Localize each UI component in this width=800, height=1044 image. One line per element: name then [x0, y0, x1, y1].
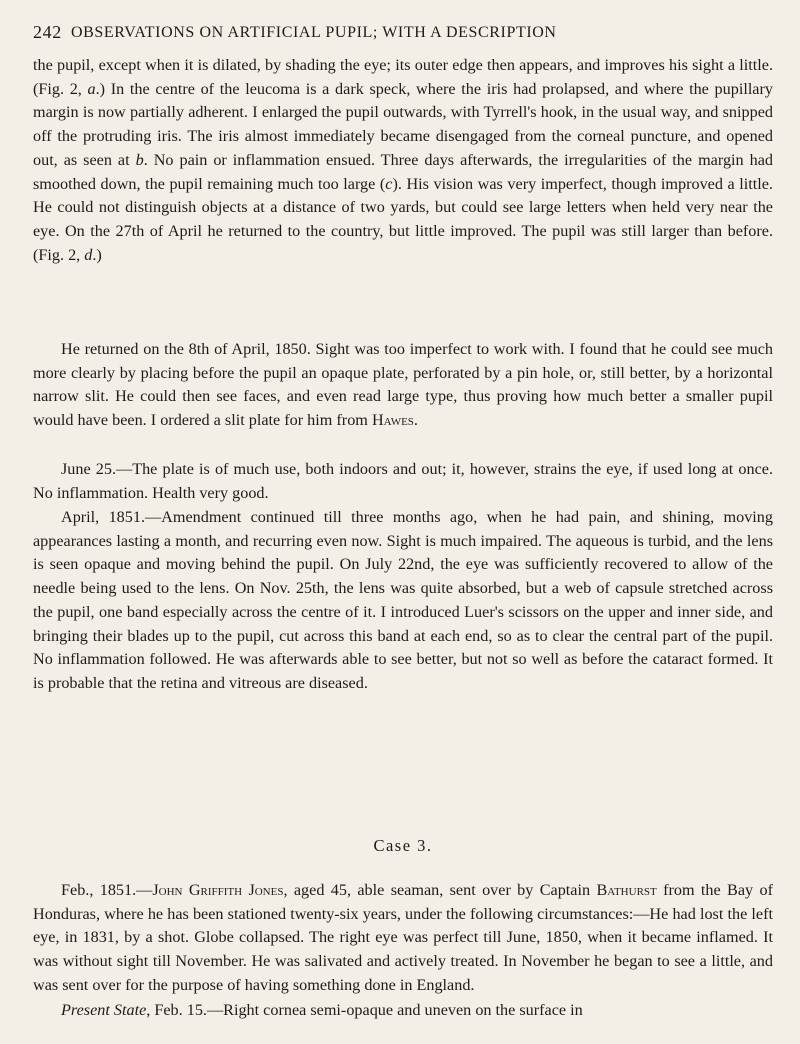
- paragraph-text: the pupil, except when it is dilated, by shading the eye; its outer edge then appears, and improves his sight a little. (Fig. 2,: [33, 56, 773, 98]
- smallcaps-text: John Griffith Jones: [152, 881, 284, 899]
- paragraph: [33, 879, 773, 998]
- italic-text: a: [87, 79, 96, 98]
- paragraph-text: .) In the centre of the leucoma is a dark speck, where the iris had prolapsed, and where the pupillary margin is now partially adherent. I enlarged the pupil outwards, with Tyrrell's hook, in the usual way, and snipped off the protruding iris. The iris almost immediately became disengaged from the corneal puncture, and opened out, as seen at: [33, 79, 773, 169]
- paragraph-text: .): [92, 245, 102, 264]
- page-number: 242: [33, 22, 62, 42]
- smallcaps-text: Bathurst: [596, 881, 657, 899]
- italic-text: Present State: [61, 1001, 147, 1019]
- paragraph-text: Feb., 1851.—: [61, 881, 153, 899]
- paragraph-text: He returned on the 8th of April, 1850. Sight was too imperfect to work with. I found that he could see much more clearly by placing before the pupil an opaque plate, perforated by a pin hole, or, still better, by a horizontal narrow slit. He could then see faces, and even read large type, thus proving how much better a smaller pupil would have been. I ordered a slit plate for him from: [33, 340, 773, 430]
- paragraph: [33, 54, 773, 267]
- paragraph-text: .: [413, 411, 418, 430]
- paragraph-text: from the Bay of Honduras, where he has been stationed twenty-six years, under the following circumstances:—He had lost the left eye, in 1831, by a shot. Globe collapsed. The right eye was perfect till June, 1850, when it became inflamed. It was without sight till November. He was salivated and actively treated. In November he began to see a little, and was sent over for the purpose of having something done in England.: [33, 881, 773, 994]
- paragraph-text: , Feb. 15.—Right cornea semi-opaque and uneven on the surface in: [146, 1001, 583, 1019]
- italic-text: d: [84, 245, 93, 264]
- paragraph-text: , aged 45, able seaman, sent over by Captain: [283, 881, 597, 899]
- paragraph-text: June 25.—The plate is of much use, both indoors and out; it, however, strains the eye, if used long at once. No inflammation. Health very good.: [33, 460, 773, 502]
- paragraph-text: April, 1851.—Amendment continued till three months ago, when he had pain, and shining, moving appearances lasting a month, and recurring even now. Sight is much impaired. The aqueous is turbid, and the lens is seen opaque and moving behind the pupil. On July 22nd, the eye was sufficiently recovered to allow of the needle being used to the lens. On Nov. 25th, the lens was quite absorbed, but a web of capsule stretched across the pupil, one band especially across the centre of it. I introduced Luer's scissors on the upper and inner side, and bringing their blades up to the pupil, cut across this band at each end, so as to clear the central part of the pupil. No inflammation followed. He was afterwards able to see better, but not so well as before the cataract formed. It is probable that the retina and vitreous are diseased.: [33, 508, 773, 692]
- italic-text: c: [385, 174, 393, 193]
- paragraph-text: . No pain or inflammation ensued. Three days afterwards, the irregularities of the margin had smoothed down, the pupil remaining much too large (: [33, 150, 773, 193]
- italic-text: b: [135, 150, 144, 169]
- smallcaps-text: Hawes: [371, 411, 414, 430]
- running-title: OBSERVATIONS ON ARTIFICIAL PUPIL; WITH A DESCRIPTION: [71, 24, 557, 41]
- paragraph-text: ). His vision was very imperfect, though improved a little. He could not distinguish objects at a distance of two yards, but could see large letters when held very near the eye. On the 27th of April he returned to the country, but little improved. The pupil was still larger than before. (Fig. 2,: [33, 174, 773, 264]
- paragraph: [33, 338, 773, 433]
- paragraph: [33, 506, 773, 696]
- paragraph: [33, 999, 773, 1023]
- page-header: [33, 17, 773, 45]
- paragraph: [33, 458, 773, 505]
- case-heading: Case 3.: [373, 836, 433, 855]
